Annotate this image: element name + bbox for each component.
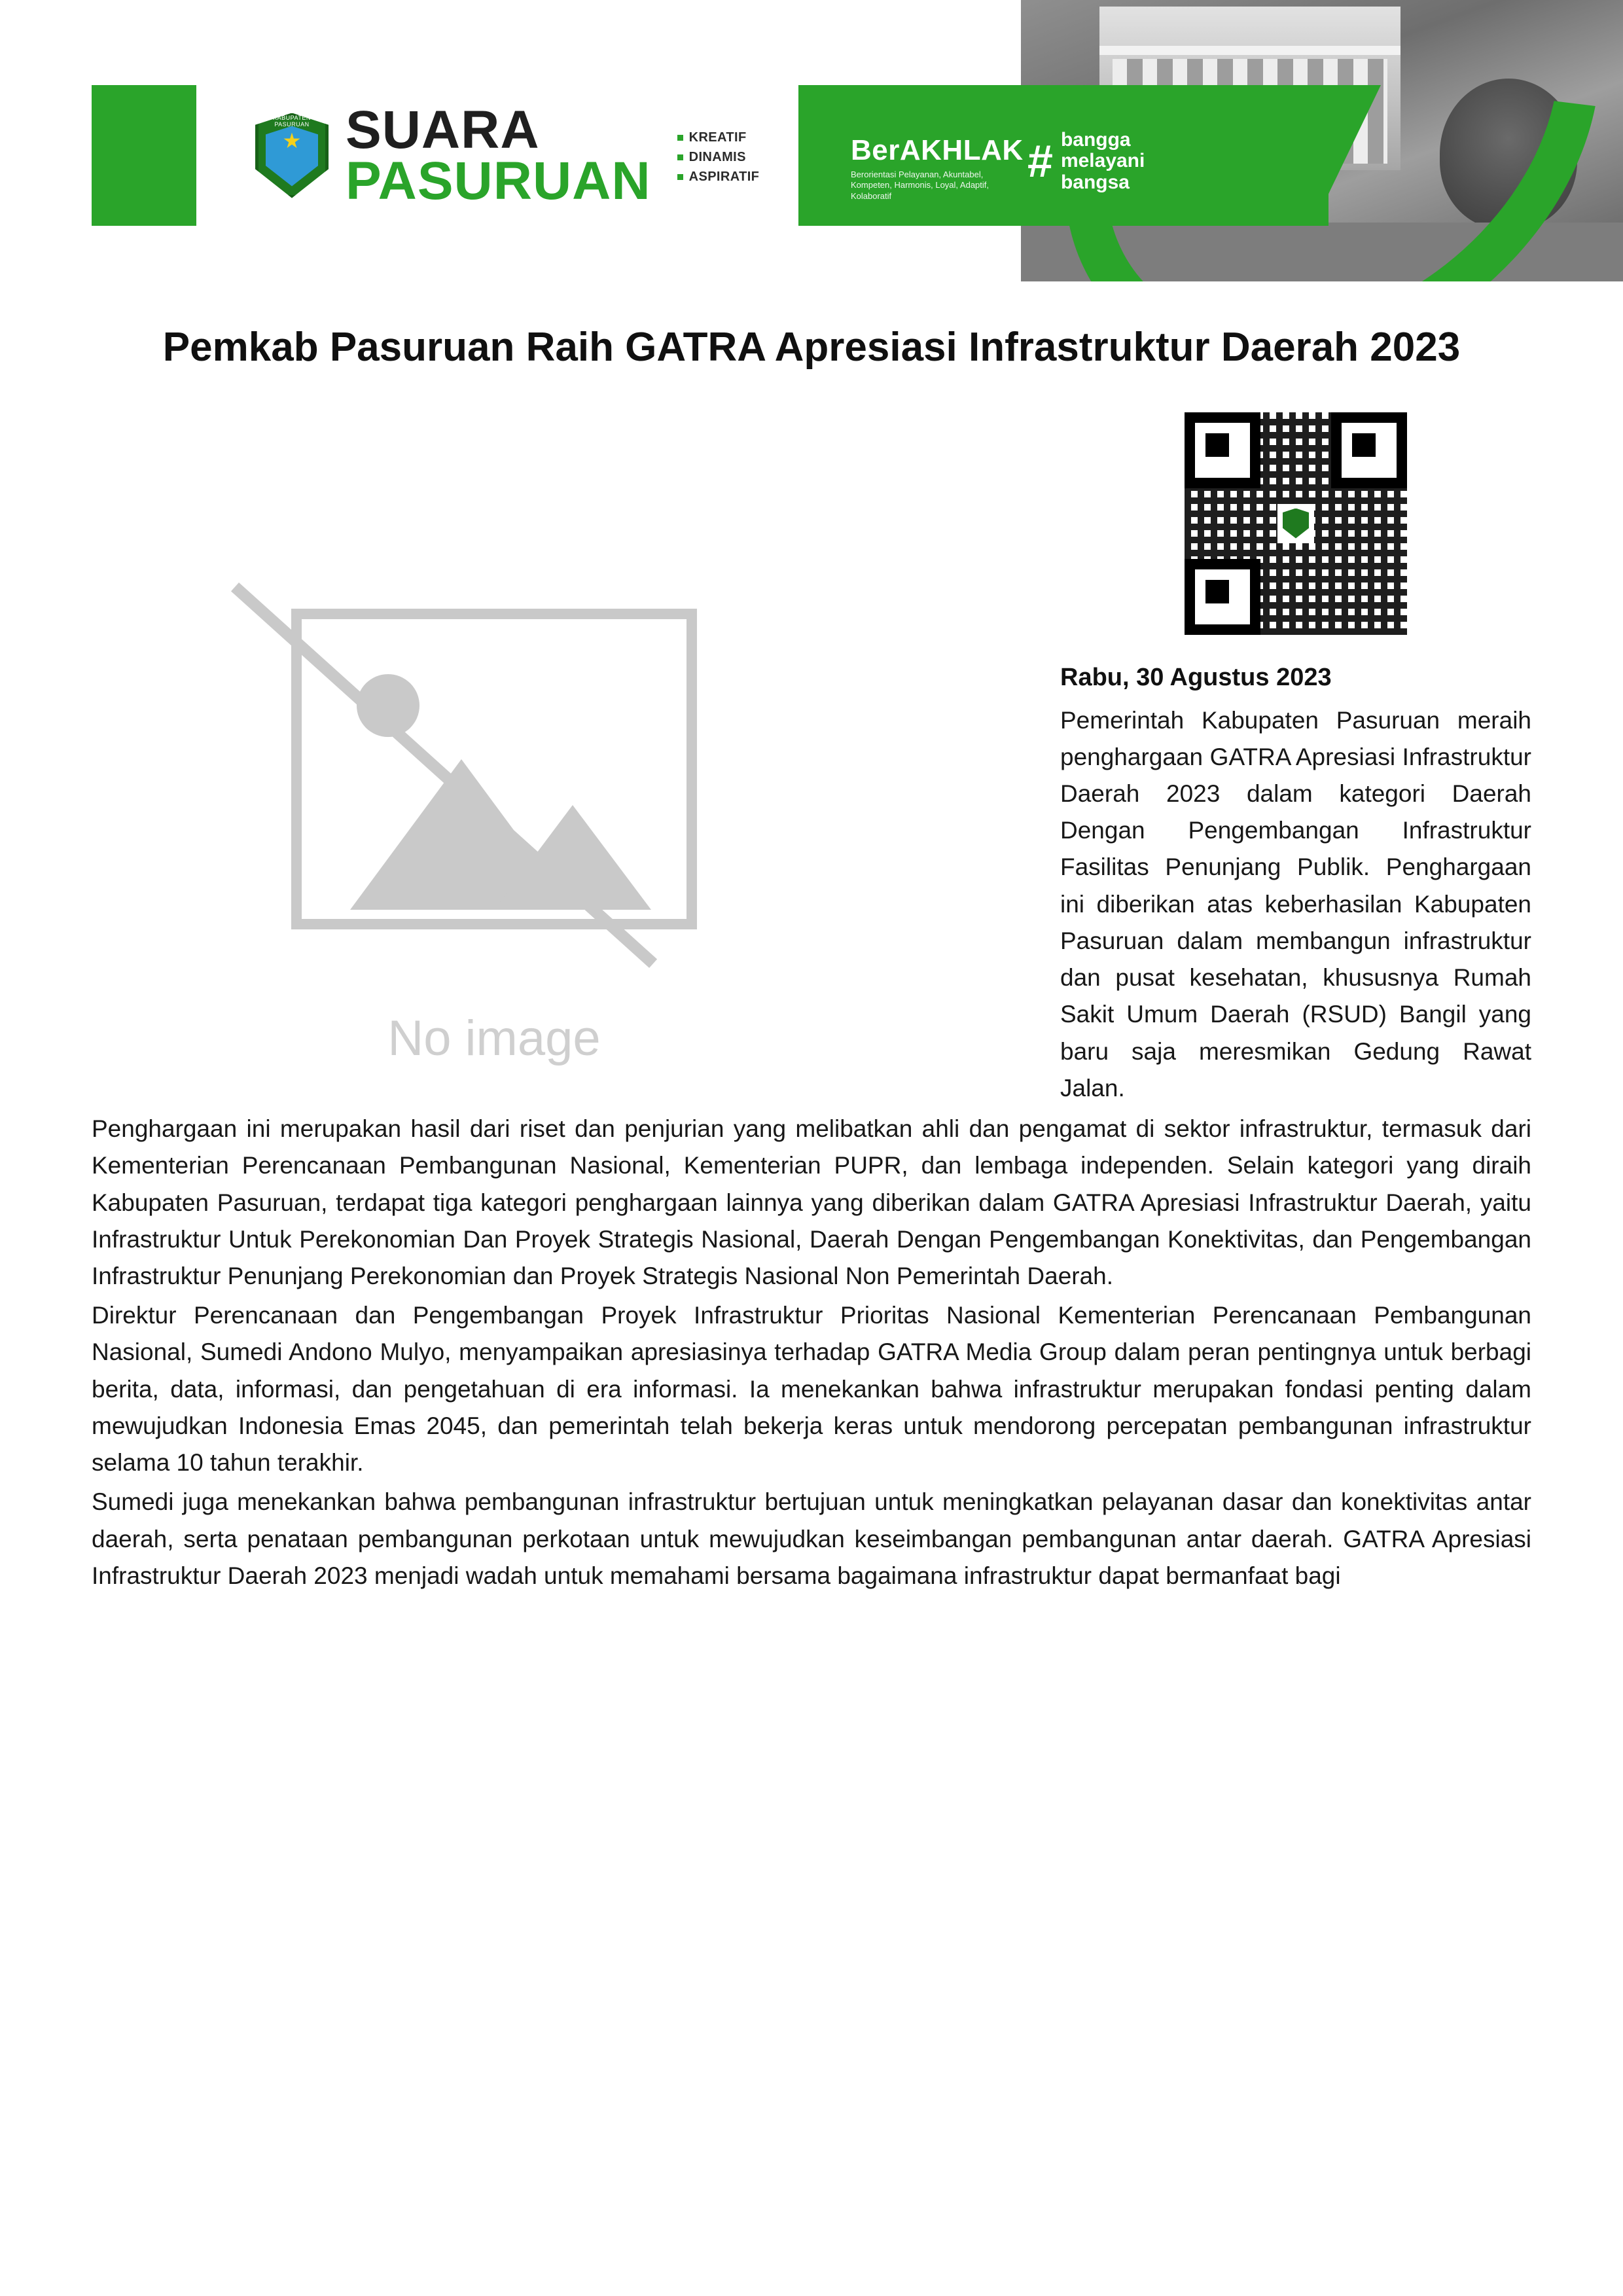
brand-tag-aspiratif: ASPIRATIF <box>677 170 760 185</box>
brand-line-suara: SUARA <box>346 99 540 160</box>
article-paragraph-3: Direktur Perencanaan dan Pengembangan Proyek Infrastruktur Prioritas Nasional Kementerian Perencanaan Pembangunan Nasional, Sumedi Andono Mulyo, menyampaikan apresiasinya terhadap GATRA Media Group dalam peran pentingnya untuk berbagi berita, data, informasi, dan pengetahuan di era informasi. Ia menekankan bahwa infrastruktur merupakan fondasi penting dalam mewujudkan Indonesia Emas 2045, dan pemerintah telah bekerja keras untuk mendorong percepatan pembangunan infrastruktur selama 10 tahun terakhir. <box>92 1302 1531 1477</box>
image-placeholder <box>252 589 736 1086</box>
article-body <box>92 399 1531 1595</box>
page-title: Pemkab Pasuruan Raih GATRA Apresiasi Infrastruktur Daerah 2023 <box>162 325 1461 370</box>
qr-code[interactable] <box>1185 412 1407 635</box>
article-top-row <box>92 399 1531 1111</box>
brand-wordmark <box>346 99 651 211</box>
brand-taglines <box>677 130 760 185</box>
berakhlak-title: BerAKHLAK <box>851 134 1024 166</box>
page-header <box>0 0 1623 281</box>
no-image-label: No image <box>387 1010 601 1066</box>
bangga-line3: bangsa <box>1060 171 1130 193</box>
article-image-column <box>92 399 897 1086</box>
brand-line-pasuruan: PASURUAN <box>346 151 651 211</box>
article-lower-paragraphs <box>92 1111 1531 1594</box>
article-paragraph-1: Pemerintah Kabupaten Pasuruan meraih penghargaan GATRA Apresiasi Infrastruktur Daerah 2023 dalam kategori Daerah Dengan Pengembangan Infrastruktur Fasilitas Penunjang Publik. Penghargaan ini diberikan atas keberhasilan Kabupaten Pasuruan dalam membangun infrastruktur dan pusat kesehatan, khususnya Rumah Sakit Umum Daerah (RSUD) Bangil yang baru saja meresmikan Gedung Rawat Jalan. <box>1060 706 1531 1102</box>
qr-center-logo-icon <box>1277 504 1314 543</box>
article-right-column <box>1060 399 1531 1111</box>
brand-block <box>196 85 798 226</box>
berakhlak-subtitle: Berorientasi Pelayanan, Akuntabel, Kompeten, Harmonis, Loyal, Adaptif, Kolaboratif <box>851 170 990 201</box>
brand-tag-dinamis: DINAMIS <box>677 150 760 165</box>
bangga-line2: melayani <box>1060 150 1145 172</box>
article-paragraph-4: Sumedi juga menekankan bahwa pembangunan infrastruktur bertujuan untuk meningkatkan pelayanan dasar dan konektivitas antar daerah, serta penataan pembangunan perkotaan untuk mewujudkan keseimbangan pembangunan antar daerah. GATRA Apresiasi Infrastruktur Daerah 2023 menjadi wadah untuk memahami bersama bagaimana infrastruktur dapat bermanfaat bagi <box>92 1488 1531 1589</box>
article-paragraph-2: Penghargaan ini merupakan hasil dari riset dan penjurian yang melibatkan ahli dan pengamat di sektor infrastruktur, termasuk dari Kementerian Perencanaan Pembangunan Nasional, Kementerian PUPR, dan lembaga independen. Selain kategori yang diraih Kabupaten Pasuruan, terdapat tiga kategori penghargaan lainnya yang diberikan dalam GATRA Apresiasi Infrastruktur Daerah, yaitu Infrastruktur Untuk Perekonomian Dan Proyek Strategis Nasional, Daerah Dengan Pengembangan Konektivitas, dan Pengembangan Infrastruktur Penunjang Perekonomian dan Proyek Strategis Nasional Non Pemerintah Daerah. <box>92 1115 1531 1290</box>
brand-tag-kreatif: KREATIF <box>677 130 760 145</box>
qr-finder-top-left <box>1185 412 1260 488</box>
hash-icon: # <box>1027 135 1053 187</box>
crest-caption: KABUPATEN PASURUAN <box>273 114 311 128</box>
article-date: Rabu, 30 Agustus 2023 <box>1060 663 1332 691</box>
bangga-melayani-bangsa-logo <box>1027 130 1145 193</box>
berakhlak-logo <box>851 134 1024 202</box>
bangga-line1: bangga <box>1060 129 1131 151</box>
qr-finder-top-right <box>1331 412 1407 488</box>
qr-finder-bottom-left <box>1185 559 1260 635</box>
pasuruan-crest-icon <box>255 113 329 198</box>
